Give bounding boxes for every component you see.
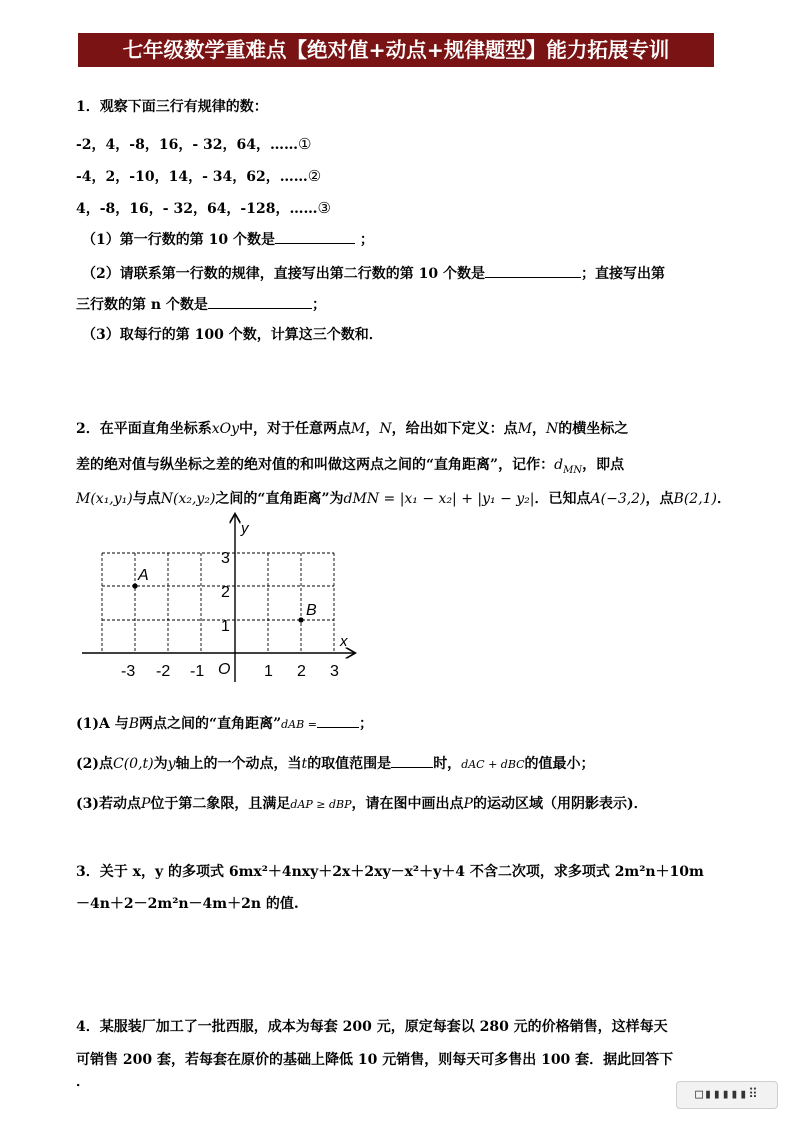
x-tick-label: -2 <box>156 663 171 680</box>
q2-point-m: M(x₁,y₁) <box>76 491 133 507</box>
q2-line3 <box>76 489 731 509</box>
q2-sub2-c: C(0,t) <box>113 756 154 772</box>
q2-line3-a: 与点 <box>132 491 161 507</box>
q1-part2-cont <box>76 293 326 315</box>
q2-sub3-ineq: dAP ≥ dBP <box>290 798 352 811</box>
q1-part2-cont-blank[interactable] <box>208 293 312 309</box>
q1-part2-text: （2）请联系第一行数的规律，直接写出第二行数的第 10 个数是 <box>82 266 485 282</box>
axis-label-x: x <box>340 633 348 650</box>
q2-line1-e: ， <box>531 421 546 437</box>
q2-sub2-a: (2)点 <box>76 756 113 772</box>
q2-sub2-text: 轴上的一个动点，当 <box>175 756 302 772</box>
q1-part2-blank[interactable] <box>485 262 581 278</box>
q1-part1-text: （1）第一行数的第 10 个数是 <box>82 232 275 248</box>
q2-sub1-dab: dAB = <box>281 718 317 731</box>
x-tick-label: -1 <box>190 663 205 680</box>
q2-sub2 <box>76 752 595 775</box>
grid-lines <box>102 553 334 653</box>
q2-line3-b: 之间的“直角距离”为 <box>215 491 344 507</box>
q2-sub2-b: 为 <box>153 756 168 772</box>
q4-line3: ． <box>76 1074 90 1090</box>
origin-label: O <box>218 661 231 678</box>
q2-dmn: d <box>554 457 564 473</box>
q2-line3-c: ．已知点 <box>534 491 591 507</box>
page-overlay-widget[interactable]: □▮▮▮▮▮⠿ <box>676 1081 778 1109</box>
q2-point-n: N(x₂,y₂) <box>160 491 216 507</box>
q2-point-a: A(−3,2) <box>590 491 646 507</box>
q2-sub3-b: 位于第二象限，且满足 <box>150 796 291 812</box>
q2-sub3-p: P <box>141 796 151 812</box>
y-tick-label: 3 <box>221 550 230 567</box>
q2-sub1-b: B <box>128 716 140 732</box>
q2-line3-e: ． <box>717 491 732 507</box>
q2-xoy: xOy <box>211 421 240 437</box>
q2-sub1-text: 两点之间的“直角距离” <box>139 716 282 732</box>
q2-n: N <box>379 421 392 437</box>
y-tick-label: 1 <box>221 618 230 635</box>
q2-sub2-f: 的值最小； <box>524 756 595 772</box>
q1-part2 <box>82 262 665 284</box>
q2-sub1-a: (1)A 与 <box>76 716 129 732</box>
q2-sub3-d: 的运动区域（用阴影表示)． <box>472 796 648 812</box>
q2-sub3-p2: P <box>463 796 473 812</box>
y-tick-label: 2 <box>221 584 230 601</box>
q1-row2-text: -4，2，-10，14，- 34，62，…… <box>76 169 308 185</box>
q2-line1-b: 中，对于任意两点 <box>239 421 352 437</box>
q2-line1-a: 2．在平面直角坐标系 <box>76 421 212 437</box>
point-a <box>132 583 137 588</box>
q2-line2-b: ，即点 <box>582 457 625 473</box>
q4-line2: 可销售 200 套，若每套在原价的基础上降低 10 元销售，则每天可多售出 100 套．据此回答下 <box>76 1052 674 1068</box>
q3-line2: －4n＋2－2m²n－4m＋2n 的值. <box>76 896 299 912</box>
x-tick-label: -3 <box>121 663 136 680</box>
q1-part1-end: ； <box>359 232 374 248</box>
q2-line2 <box>76 455 624 481</box>
q4-line1: 4．某服装厂加工了一批西服，成本为每套 200 元，原定每套以 280 元的价格销售，这样每天 <box>76 1019 668 1035</box>
q2-sub2-blank[interactable] <box>391 752 433 768</box>
q1-row3-mark: ③ <box>317 199 331 217</box>
q2-sub1-end: ； <box>358 716 373 732</box>
q3-line1: 3．关于 x，y 的多项式 6mx²＋4nxy＋2x＋2xy－x²＋y＋4 不含二次项，求多项式 2m²n＋10m <box>76 864 704 880</box>
q2-m2: M <box>517 421 532 437</box>
q2-sub2-d: 的取值范围是 <box>307 756 392 772</box>
q2-sub1-blank[interactable] <box>317 712 359 728</box>
q2-sub2-sum: dAC + dBC <box>461 758 525 771</box>
point-a-label: A <box>138 567 149 584</box>
q1-row1-mark: ① <box>297 135 312 153</box>
document-title-banner: 七年级数学重难点【绝对值+动点+规律题型】能力拓展专训 <box>78 33 714 67</box>
q2-line2-a: 差的绝对值与纵坐标之差的绝对值的和叫做这两点之间的“直角距离”，记作： <box>76 457 555 473</box>
q2-sub3-c: ，请在图中画出点 <box>351 796 464 812</box>
q2-sub3 <box>76 794 648 815</box>
q2-dmn-sub: MN <box>563 464 583 476</box>
q1-part2-cont-text: 三行数的第 n 个数是 <box>76 297 208 313</box>
q1-part1 <box>82 228 374 250</box>
q2-formula: dMN = |x₁ − x₂| + |y₁ − y₂| <box>343 491 535 507</box>
q2-sub2-t: t <box>301 756 308 772</box>
q2-m: M <box>351 421 366 437</box>
q2-line1-f: 的横坐标之 <box>558 421 629 437</box>
x-tick-label: 2 <box>297 663 306 680</box>
q1-row3 <box>76 198 331 219</box>
point-b-label: B <box>306 602 317 619</box>
q2-sub3-a: (3)若动点 <box>76 796 141 812</box>
q1-part2-cont-end: ； <box>311 297 326 313</box>
axis-label-y: y <box>241 520 249 537</box>
x-tick-label: 3 <box>330 663 339 680</box>
q2-point-b: B(2,1) <box>673 491 718 507</box>
q1-intro: 1．观察下面三行有规律的数： <box>76 99 268 115</box>
q2-line1 <box>76 419 628 439</box>
point-b <box>298 617 303 622</box>
q2-sub2-y: y <box>167 756 176 772</box>
q1-row1-text: -2，4，-8，16，- 32，64，…… <box>76 137 298 153</box>
q1-row3-text: 4，-8，16，- 32，64，-128，…… <box>76 201 318 217</box>
x-tick-label: 1 <box>264 663 273 680</box>
q1-row1 <box>76 134 311 155</box>
q2-sub1 <box>76 712 373 735</box>
q1-part3: （3）取每行的第 100 个数，计算这三个数和． <box>82 327 383 343</box>
q1-row2-mark: ② <box>307 167 322 185</box>
q2-line3-d: ，点 <box>645 491 674 507</box>
q1-part1-blank[interactable] <box>275 228 355 244</box>
q1-row2 <box>76 166 321 187</box>
q2-n2: N <box>545 421 559 437</box>
q2-sub2-e: 时， <box>433 756 462 772</box>
q2-line1-d: ，给出如下定义：点 <box>391 421 518 437</box>
q2-line1-c: ， <box>365 421 380 437</box>
q1-part2-end: ；直接写出第 <box>580 266 665 282</box>
